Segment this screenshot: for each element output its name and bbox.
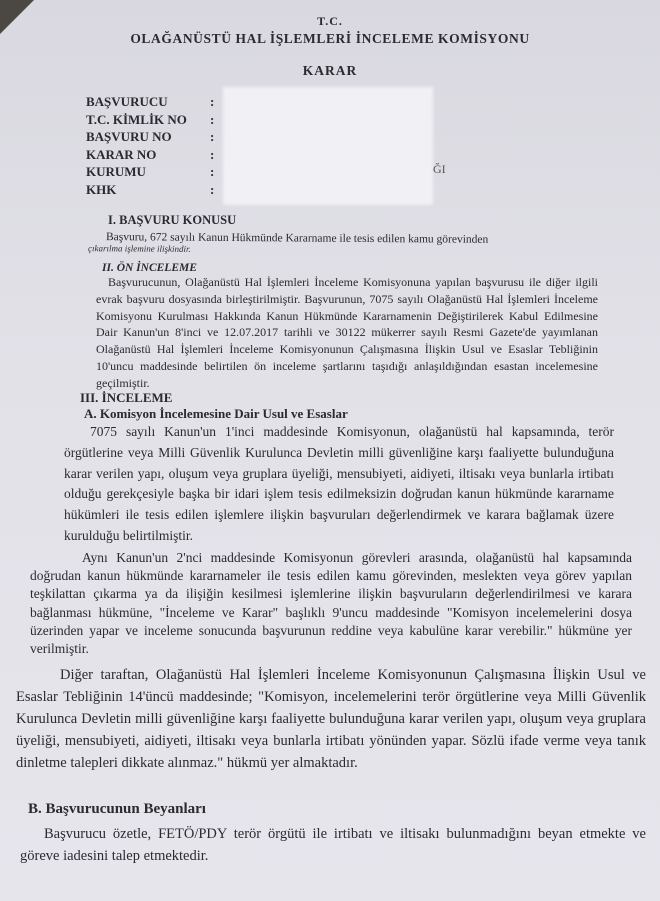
- field-row: [86, 146, 214, 164]
- field-row: [86, 163, 214, 181]
- section-beyanlar: [20, 801, 646, 867]
- section3-paragraph-2: Aynı Kanun'un 2'nci maddesinde Komisyonun görevleri arasında, olağanüstü hal kapsamında doğrudan kanun hükmünde kararnameler ile tesis edilen kamu görevinden, meslekten veya görev yapılan teşkilattan çıkarma ya da ilişiğin kesilmesi işlemlerine ilişkin başvuruların değerlendirilmesi ve karara bağlanması hükmüne, "İnceleme ve Karar" başlıklı 9'uncu maddesinde "Komisyon incelemelerini dosya üzerinden yapar ve inceleme sonucunda başvurunun reddine veya kabulüne karar verebilir." hükmüne yer verilmiştir.: [30, 550, 632, 657]
- section-inceleme-continued: [30, 549, 632, 658]
- header-tc: T.C.: [317, 14, 343, 28]
- section3-paragraph-1: 7075 sayılı Kanun'un 1'inci maddesinde Komisyonun, olağanüstü hal kapsamında, terör örgütlerine veya Milli Güvenlik Kurulunca Devletin milli güvenliğine karşı faaliyette bulunduğuna karar verilen yapı, oluşum veya gruplara üyeliği, mensubiyeti, aidiyeti, iltisakı veya bunlarla irtibatı olduğu gerekçesiyle başka bir idari işlem tesis edilmeksizin doğrudan kanun hükmünde kararname hükümleri ile tesis edilen işlemlere ilişkin başvuruları değerlendirmek ve karara bağlamak üzere kurulduğu belirtilmiştir.: [64, 424, 614, 543]
- section-inceleme: [64, 390, 614, 547]
- section1-cutoff: çıkarılma işlemine ilişkindir.: [87, 242, 191, 254]
- document-type: KARAR: [302, 63, 358, 78]
- section-on-inceleme: [96, 262, 598, 392]
- field-row: [86, 93, 214, 111]
- field-label: KHK: [86, 181, 117, 197]
- field-separator: :: [210, 146, 215, 162]
- field-row: [86, 181, 214, 199]
- section3-heading: III. İNCELEME: [80, 390, 173, 405]
- field-label: KARAR NO: [86, 146, 157, 162]
- redaction-box: [223, 87, 433, 205]
- section1-text: Başvuru, 672 sayılı Kanun Hükmünde Kararname ile tesis edilen kamu görevinden: [105, 231, 489, 246]
- field-label: T.C. KİMLİK NO: [86, 111, 187, 127]
- field-separator: :: [210, 111, 215, 127]
- section-basvuru-konusu: [86, 213, 596, 255]
- section1-heading: I. BAŞVURU KONUSU: [108, 213, 237, 227]
- section2-heading: II. ÖN İNCELEME: [102, 262, 197, 274]
- field-separator: :: [210, 164, 215, 179]
- field-label: BAŞVURU NO: [86, 129, 172, 144]
- applicant-fields: [86, 93, 214, 198]
- section3-paragraph-3: Diğer taraftan, Olağanüstü Hal İşlemleri İnceleme Komisyonunun Çalışmasına İlişkin Usul ve Esaslar Tebliğinin 14'üncü maddesinde; "Komisyon, incelemelerini terör örgütlerine veya Milli Güvenlik Kurulunca Devletin milli güvenliğine karşı faaliyette bulunduğuna karar verilen yapı, oluşum veya gruplara üyeliği, mensubiyeti, aidiyeti, iltisakı veya bunlarla irtibatı yönünden yapar. Sözlü ifade verme veya tanık dinletme talepleri dikkate alınmaz." hükmü yer almaktadır.: [16, 667, 646, 771]
- section2-text: Başvurucunun, Olağanüstü Hal İşlemleri İnceleme Komisyonuna yapılan başvurusu ile diğer ilgili evrak başvuru dosyasında birleştirilmiştir. Başvurunun, 7075 sayılı Olağanüstü Hal İşlemleri İnceleme Komisyonu Kurulması Hakkında Kanun Hükmünde Kararnamenin Değiştirilerek Kabul Edilmesine Dair Kanun'un 8'inci ve 12.07.2017 tarihli ve 30122 mükerrer sayılı Resmi Gazete'de yayımlanan Olağanüstü Hal İşlemleri İnceleme Komisyonunun Çalışmasına İlişkin Usul ve Esaslar Tebliğinin 10'uncu maddesinde belirtilen ön inceleme şartlarını taşıdığı anlaşıldığından esastan incelemesine geçilmiştir.: [96, 275, 598, 390]
- field-row: [86, 128, 214, 146]
- field-label: BAŞVURUCU: [86, 94, 168, 109]
- section3-subheading-a: A. Komisyon İncelemesine Dair Usul ve Esaslar: [84, 406, 348, 421]
- section3-subheading-b: B. Başvurucunun Beyanları: [28, 801, 206, 817]
- redaction-fragment: ĞI: [433, 162, 446, 176]
- field-separator: :: [210, 181, 215, 197]
- section3-paragraph-4: Başvurucu özetle, FETÖ/PDY terör örgütü ile irtibatı ve iltisakı bulunmadığını beyan etmekte ve göreve iadesini talep etmektedir.: [20, 826, 646, 864]
- field-label: KURUMU: [86, 164, 146, 179]
- field-separator: :: [210, 94, 215, 109]
- field-row: [86, 111, 214, 129]
- section-inceleme-usul: [16, 664, 646, 774]
- field-separator: :: [210, 129, 215, 144]
- commission-title: OLAĞANÜSTÜ HAL İŞLEMLERİ İNCELEME KOMİSYONU: [130, 31, 530, 46]
